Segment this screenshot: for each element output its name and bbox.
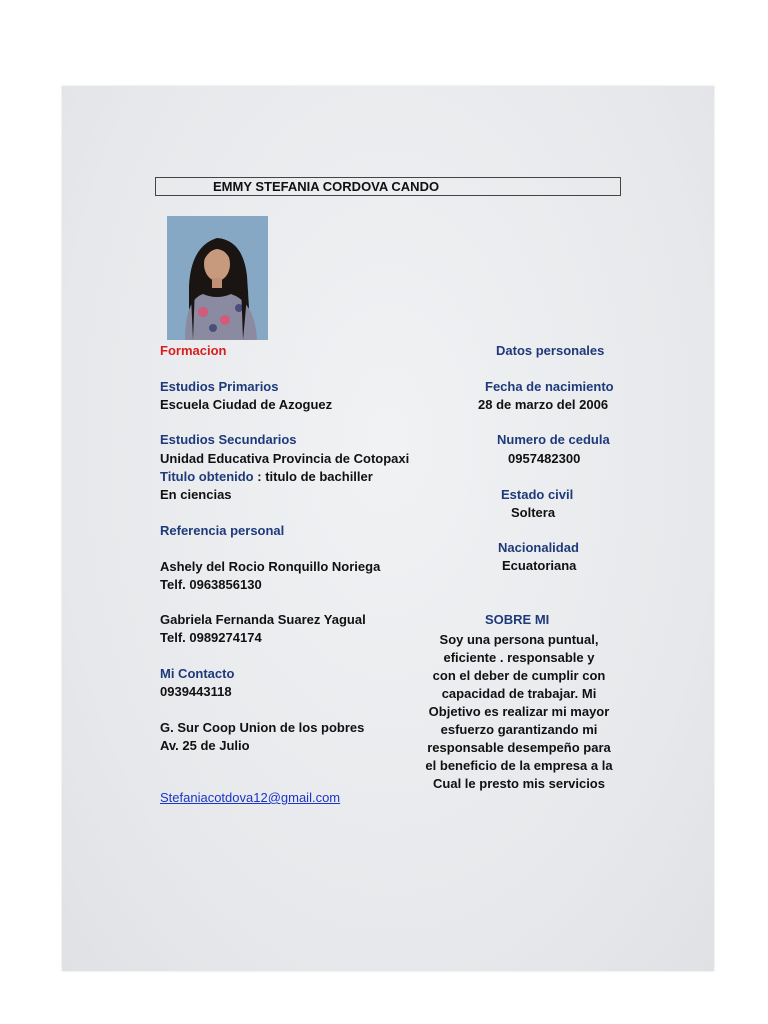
primarios-value: Escuela Ciudad de Azoguez (160, 397, 333, 412)
sobre-line: Soy una persona puntual, (439, 632, 599, 647)
email-link[interactable]: Stefaniacotdova12@gmail.com (160, 790, 341, 805)
titulo-value: : titulo de bachiller (253, 469, 373, 484)
cedula-value: 0957482300 (508, 451, 581, 466)
name-header-box (155, 177, 621, 196)
ref2-name: Gabriela Fernanda Suarez Yagual (160, 612, 366, 627)
cedula-label: Numero de cedula (497, 432, 610, 447)
portrait-photo-icon (167, 216, 268, 340)
ref1-phone: Telf. 0963856130 (160, 577, 262, 592)
titulo-value-2: En ciencias (160, 487, 232, 502)
nacionalidad-label: Nacionalidad (498, 540, 579, 555)
address-line-2: Av. 25 de Julio (160, 738, 250, 753)
datos-title: Datos personales (496, 343, 605, 358)
contacto-label: Mi Contacto (160, 666, 235, 681)
sobre-line: Cual le presto mis servicios (433, 776, 605, 791)
contacto-phone: 0939443118 (160, 684, 232, 699)
sobre-line: esfuerzo garantizando mi (440, 722, 598, 737)
secundarios-value: Unidad Educativa Provincia de Cotopaxi (160, 451, 410, 466)
sobre-line: capacidad de trabajar. Mi (441, 686, 597, 701)
secundarios-label: Estudios Secundarios (160, 432, 297, 447)
sobre-line: eficiente . responsable y (443, 650, 595, 665)
ref2-phone: Telf. 0989274174 (160, 630, 262, 645)
nacionalidad-value: Ecuatoriana (502, 558, 577, 573)
titulo-line (160, 469, 373, 485)
titulo-label: Titulo obtenido (160, 469, 254, 484)
referencia-label: Referencia personal (160, 523, 285, 538)
sobre-mi-text (414, 631, 624, 793)
full-name: EMMY STEFANIA CORDOVA CANDO (213, 179, 440, 194)
nacimiento-label: Fecha de nacimiento (485, 379, 614, 394)
ref1-name: Ashely del Rocio Ronquillo Noriega (160, 559, 381, 574)
primarios-label: Estudios Primarios (160, 379, 279, 394)
civil-label: Estado civil (501, 487, 574, 502)
civil-value: Soltera (511, 505, 556, 520)
address-line-1: G. Sur Coop Union de los pobres (160, 720, 365, 735)
formacion-title: Formacion (160, 343, 227, 358)
sobre-mi-label: SOBRE MI (485, 612, 550, 627)
profile-photo (167, 216, 268, 340)
sobre-line: Objetivo es realizar mi mayor (428, 704, 610, 719)
sobre-line: el beneficio de la empresa a la (425, 758, 613, 773)
nacimiento-value: 28 de marzo del 2006 (478, 397, 609, 412)
sobre-line: responsable desempeño para (427, 740, 611, 755)
sobre-line: con el deber de cumplir con (432, 668, 606, 683)
